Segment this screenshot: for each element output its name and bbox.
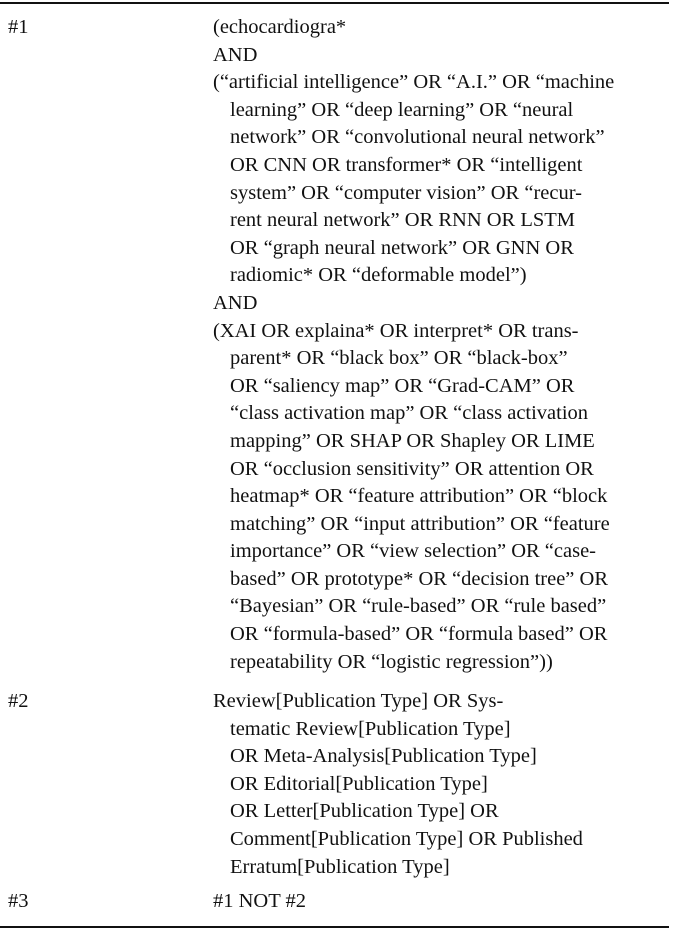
query-line: network” OR “convolutional neural network” [230, 126, 605, 149]
query-line: OR Meta-Analysis[Publication Type] [230, 745, 537, 768]
query-line: rent neural network” OR RNN OR LSTM [230, 209, 576, 232]
query-line: mapping” OR SHAP OR Shapley OR LIME [230, 429, 595, 452]
query-line: Comment[Publication Type] OR Published [230, 827, 583, 850]
query-id: #3 [8, 890, 29, 912]
query-line: OR Letter[Publication Type] OR [230, 800, 499, 823]
query-line: repeatability OR “logistic regression”)) [230, 650, 553, 673]
query-line: (echocardiogra* [213, 16, 347, 38]
query-line: Erratum[Publication Type] [230, 855, 450, 878]
query-line: AND [213, 43, 258, 66]
query-line: OR “occlusion sensitivity” OR attention OR [230, 457, 594, 480]
query-line: OR “graph neural network” OR GNN OR [230, 236, 574, 259]
table-bottom-rule [0, 926, 669, 928]
query-line: “Bayesian” OR “rule-based” OR “rule based” [230, 595, 607, 618]
query-id: #1 [8, 16, 29, 38]
query-line: (XAI OR explaina* OR interpret* OR trans- [213, 319, 579, 342]
query-line: AND [213, 291, 258, 314]
query-id: #2 [8, 690, 29, 712]
query-line: learning” OR “deep learning” OR “neural [230, 98, 574, 121]
table-top-rule [0, 2, 669, 4]
query-line: “class activation map” OR “class activation [230, 402, 589, 425]
query-line: OR “saliency map” OR “Grad-CAM” OR [230, 374, 575, 397]
query-line: OR “formula-based” OR “formula based” OR [230, 623, 608, 646]
query-line: OR Editorial[Publication Type] [230, 772, 488, 795]
query-line: matching” OR “input attribution” OR “feature [230, 512, 610, 535]
query-line: based” OR prototype* OR “decision tree” OR [230, 567, 609, 590]
query-line: system” OR “computer vision” OR “recur- [230, 181, 582, 204]
query-line: tematic Review[Publication Type] [230, 717, 511, 740]
query-line: OR CNN OR transformer* OR “intelligent [230, 153, 583, 176]
query-line: radiomic* OR “deformable model”) [230, 264, 527, 287]
query-line: Review[Publication Type] OR Sys- [213, 690, 504, 712]
query-line: heatmap* OR “feature attribution” OR “block [230, 485, 608, 508]
query-line: importance” OR “view selection” OR “case- [230, 540, 596, 563]
query-line: parent* OR “black box” OR “black-box” [230, 347, 568, 370]
query-text [213, 888, 679, 916]
query-line: #1 NOT #2 [213, 890, 307, 912]
query-text [213, 14, 679, 676]
query-text [213, 688, 679, 881]
query-line: (“artificial intelligence” OR “A.I.” OR “machine [213, 71, 615, 94]
